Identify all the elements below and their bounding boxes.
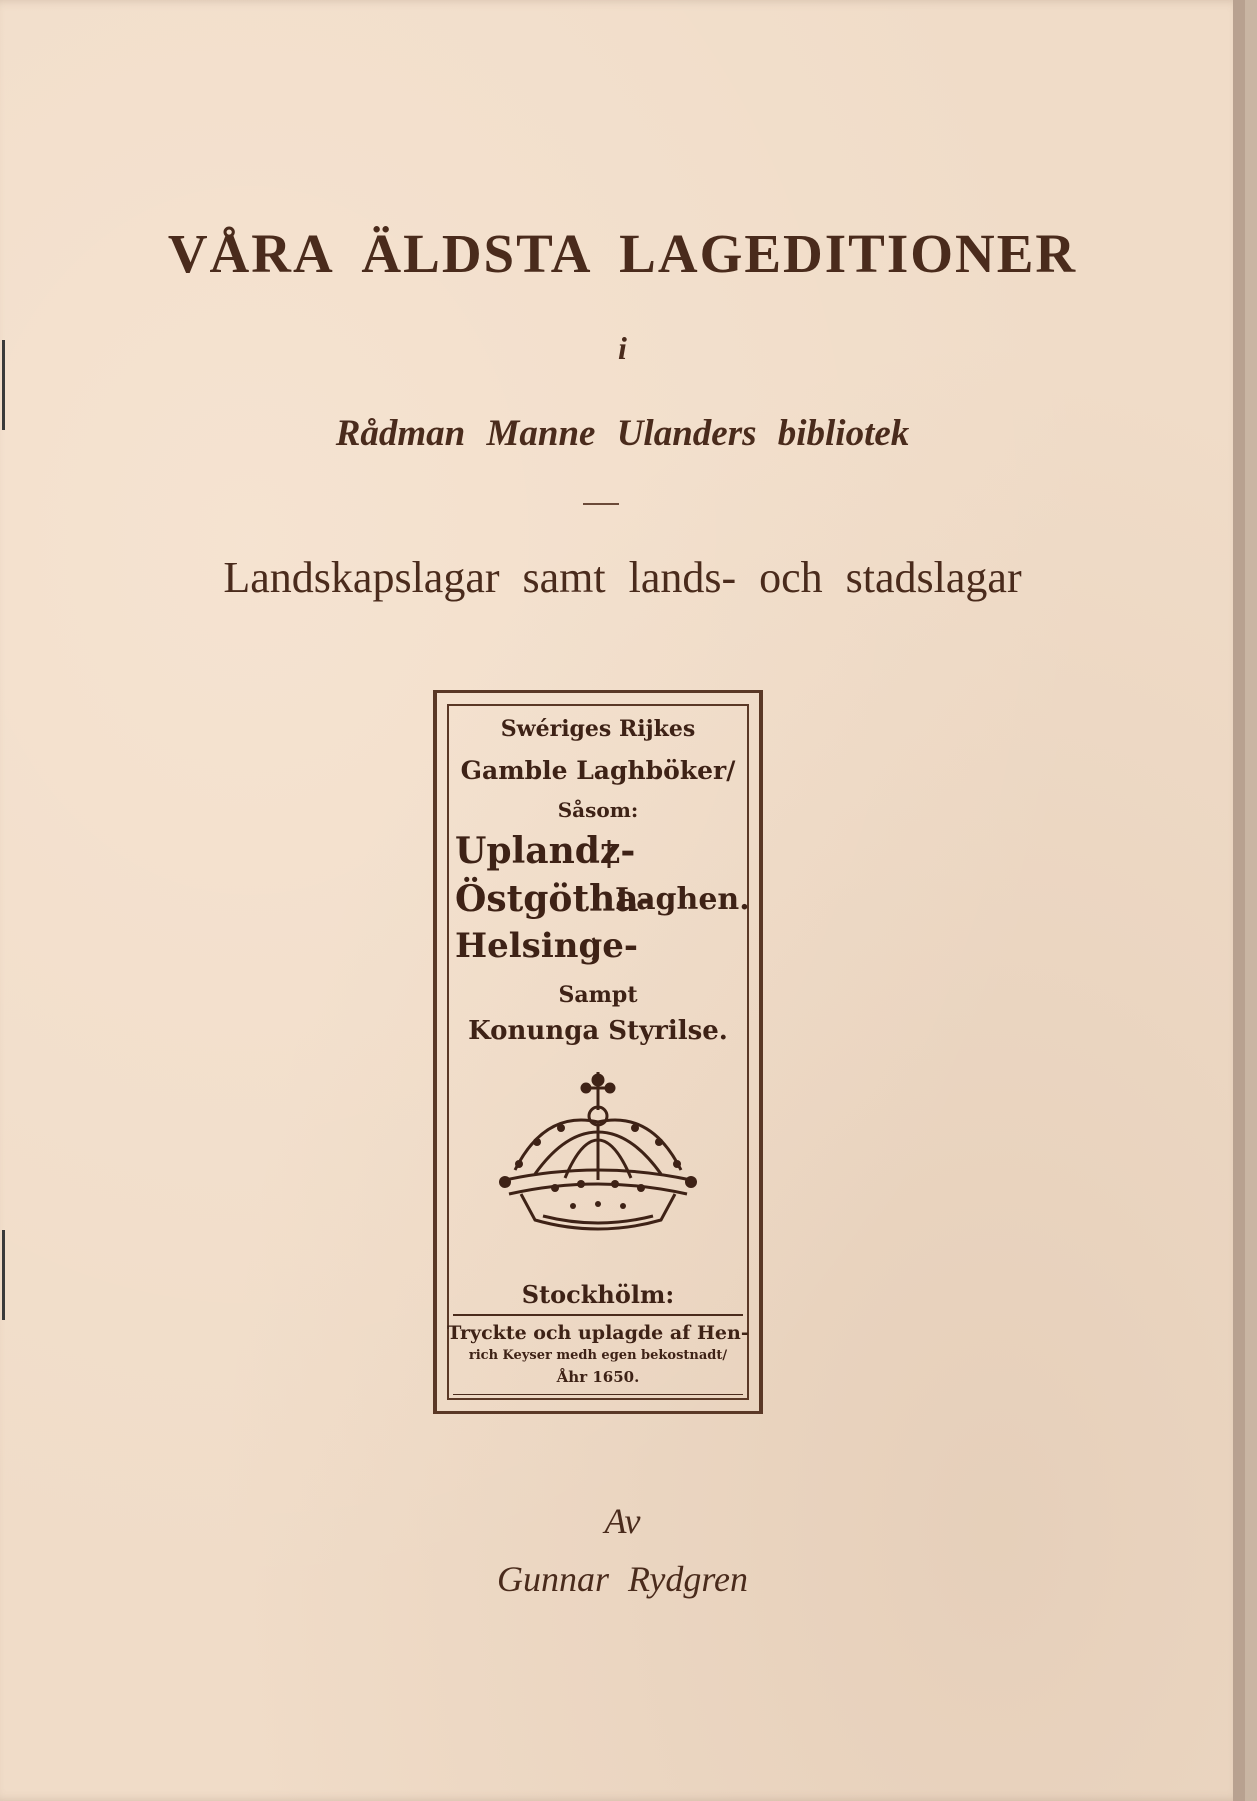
facsimile-imprint: rich Keyser medh egen bekostnadt/ xyxy=(468,1348,728,1363)
author-by-label: Av xyxy=(604,1501,641,1541)
facsimile-rule xyxy=(453,1394,743,1395)
cover-heading: Landskapslagar samt lands- och stadslagar xyxy=(223,553,1022,602)
title-page-facsimile xyxy=(433,690,765,1416)
facsimile-line: Sampt xyxy=(558,982,638,1008)
facsimile-line: Konunga Styrilse. xyxy=(468,1016,728,1046)
cover-connector: i xyxy=(618,330,627,366)
brace-marks xyxy=(433,690,763,1010)
facsimile-rule xyxy=(453,1314,743,1316)
facsimile-imprint: Tryckte och uplagde af Hen- xyxy=(447,1322,749,1344)
binding-staple xyxy=(2,1230,5,1320)
crown-emblem xyxy=(485,1070,711,1240)
facsimile-imprint: Åhr 1650. xyxy=(556,1368,640,1386)
facsimile-line: Laghen. xyxy=(615,882,750,917)
cover-subtitle: Rådman Manne Ulanders bibliotek xyxy=(335,413,910,454)
facsimile-line: Helsinge- xyxy=(455,926,638,966)
facsimile-line: Östgötha- xyxy=(455,878,654,920)
facsimile-line: Såsom: xyxy=(557,798,639,822)
facsimile-line: Uplandz- xyxy=(455,830,636,872)
facsimile-line: Swériges Rijkes xyxy=(500,716,696,742)
separator-dash xyxy=(583,503,619,505)
cover-title: VÅRA ÄLDSTA LAGEDITIONER xyxy=(167,223,1078,284)
facsimile-line: Gamble Laghböker/ xyxy=(460,756,736,785)
author-name: Gunnar Rydgren xyxy=(497,1559,748,1599)
facsimile-place: Stockhölm: xyxy=(521,1280,675,1309)
